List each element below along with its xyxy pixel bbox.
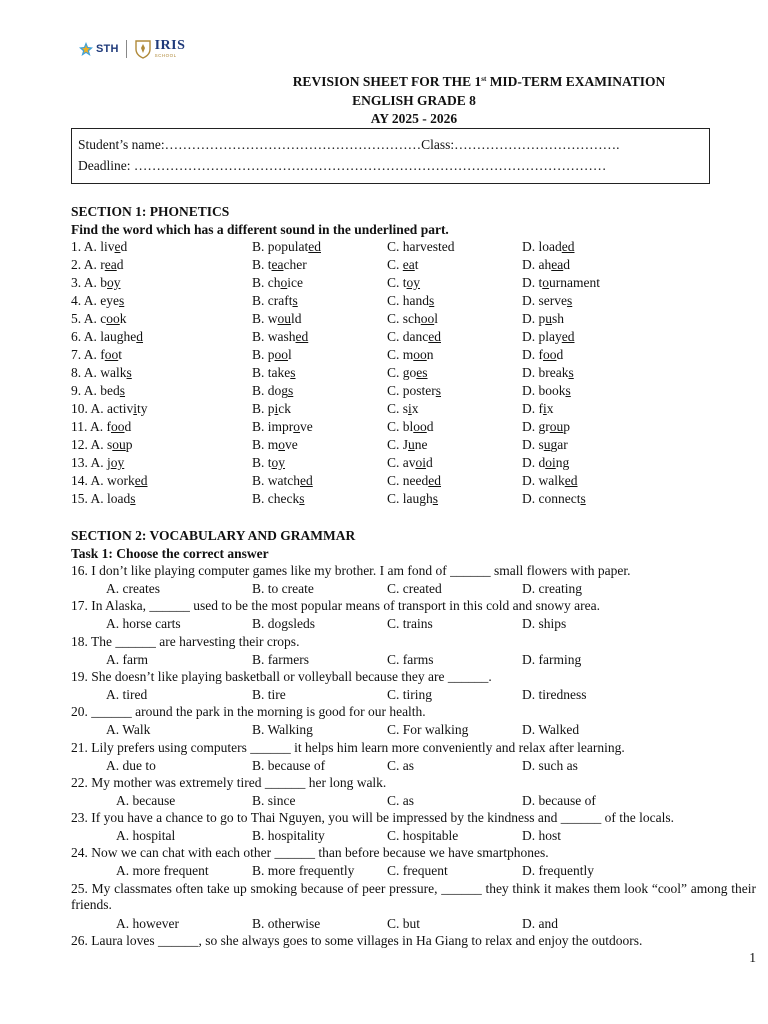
school-logo (78, 38, 185, 60)
option-d: D. books (522, 383, 571, 398)
answer-option-b: B. dogsleds (252, 616, 316, 632)
answer-option-c: C. as (387, 792, 414, 808)
section1-instruction: Find the word which has a different sound in the underlined part. (71, 222, 449, 237)
task1-heading: Task 1: Choose the correct answer (71, 546, 269, 561)
answer-option-a: A. because (116, 792, 176, 808)
student-info-box (71, 128, 710, 184)
question-text: 24. Now we can chat with each other ______ than before because we have smartphones. (71, 845, 549, 861)
answer-option-a: A. creates (106, 581, 160, 596)
option-c: C. blood (387, 419, 434, 434)
answer-option-d: D. tiredness (522, 686, 587, 702)
logo-divider (126, 40, 127, 58)
option-a: 9. A. beds (71, 383, 126, 398)
answer-option-d: D. such as (522, 757, 578, 773)
phonetics-question (71, 419, 761, 437)
answer-option-d: D. because of (522, 792, 596, 808)
iris-wordmark (155, 39, 186, 59)
answer-option-a: A. farm (106, 651, 148, 667)
option-b: B. toy (252, 455, 286, 470)
option-d: D. ahead (522, 257, 570, 272)
answer-option-b: B. because of (252, 757, 326, 773)
question-text: 18. The ______ are harvesting their crops. (71, 633, 300, 649)
page-title: REVISION SHEET FOR THE 1st MID-TERM EXAMINATION (292, 74, 666, 89)
option-a: 11. A. food (71, 419, 132, 434)
option-d: D. group (522, 419, 570, 434)
answer-option-c: C. hospitable (387, 828, 459, 844)
phonetics-question (71, 437, 761, 455)
answer-option-a: A. horse carts (106, 616, 181, 632)
phonetics-question (71, 239, 761, 257)
option-b: B. pool (252, 347, 292, 362)
option-b: B. watched (252, 473, 313, 488)
deadline-line: Deadline: …………………………………………………………………………………………… (78, 158, 607, 173)
answer-option-c: C. farms (387, 651, 434, 667)
iris-logo-subtext: SCHOOL (154, 53, 177, 59)
student-name-line: Student’s name:…………………………………………………Class:………………………………. (78, 137, 620, 152)
answer-option-d: D. frequently (522, 863, 594, 879)
phonetics-question (71, 473, 761, 491)
answer-option-a: A. more frequent (116, 863, 209, 879)
option-d: D. walked (522, 473, 578, 488)
phonetics-question (71, 455, 761, 473)
answer-option-d: D. host (522, 828, 562, 844)
option-a: 13. A. joy (71, 455, 125, 470)
option-d: D. loaded (522, 239, 575, 254)
option-b: B. checks (252, 491, 305, 506)
answer-option-c: C. but (387, 915, 421, 931)
option-c: C. hands (387, 293, 435, 308)
question-text: 23. If you have a chance to go to Thai Nguyen, you will be impressed by the kindness and ______ of the locals. (71, 810, 674, 826)
option-b: B. improve (252, 419, 313, 434)
answer-option-a: A. tired (106, 686, 148, 702)
answer-option-c: C. For walking (387, 722, 469, 738)
answer-option-d: D. Walked (522, 722, 580, 738)
option-d: D. food (522, 347, 564, 362)
answer-option-a: A. Walk (106, 722, 151, 738)
answer-option-a: A. hospital (116, 828, 176, 844)
option-c: C. avoid (387, 455, 433, 470)
option-a: 8. A. walks (71, 365, 132, 380)
option-d: D. breaks (522, 365, 574, 380)
phonetics-list (71, 239, 761, 509)
answer-option-b: B. farmers (252, 651, 309, 667)
answer-option-b: B. hospitality (252, 828, 325, 844)
option-a: 3. A. boy (71, 275, 121, 290)
answer-option-d: D. farming (522, 651, 582, 667)
option-a: 6. A. laughed (71, 329, 143, 344)
option-b: B. crafts (252, 293, 298, 308)
question-text: 25. My classmates often take up smoking because of peer pressure, ______ they think it makes them look “cool” among their friends. (71, 880, 756, 912)
phonetics-question (71, 293, 761, 311)
answer-option-a: A. due to (106, 757, 156, 773)
answer-option-b: B. otherwise (252, 915, 321, 931)
answer-option-b: B. since (252, 792, 296, 808)
page-number: 1 (749, 950, 756, 965)
option-d: D. fix (522, 401, 554, 416)
question-text: 20. ______ around the park in the morning is good for our health. (71, 704, 426, 720)
phonetics-question (71, 329, 761, 347)
iris-logo-text: IRIS (154, 38, 186, 54)
phonetics-question (71, 383, 761, 401)
question-text: 16. I don’t like playing computer games like my brother. I am fond of ______ small flowers with paper. (71, 563, 631, 578)
answer-option-c: C. as (387, 757, 414, 773)
answer-option-b: B. to create (252, 581, 314, 596)
answer-option-d: D. creating (522, 581, 582, 596)
academic-year: AY 2025 - 2026 (370, 111, 458, 126)
option-a: 12. A. soup (71, 437, 133, 452)
option-d: D. sugar (522, 437, 568, 452)
option-a: 1. A. lived (71, 239, 128, 254)
option-b: B. pick (252, 401, 292, 416)
sth-logo-text: STH (96, 43, 119, 55)
question-text: 22. My mother was extremely tired ______ her long walk. (71, 774, 387, 790)
answer-option-b: B. tire (252, 686, 286, 702)
option-b: B. choice (252, 275, 303, 290)
phonetics-question (71, 401, 761, 419)
iris-crest-icon (134, 39, 152, 59)
phonetics-question (71, 491, 761, 509)
option-c: C. posters (387, 383, 442, 398)
option-c: C. harvested (387, 239, 455, 254)
question-text: 21. Lily prefers using computers ______ it helps him learn more conveniently and relax after learning. (71, 739, 625, 755)
option-c: C. moon (387, 347, 434, 362)
option-c: C. toy (387, 275, 421, 290)
question-text: 17. In Alaska, ______ used to be the most popular means of transport in this cold and snowy area. (71, 598, 601, 614)
phonetics-question (71, 347, 761, 365)
option-b: B. populated (252, 239, 321, 254)
question-text: 19. She doesn’t like playing basketball or volleyball because they are ______. (71, 668, 492, 684)
phonetics-question (71, 257, 761, 275)
phonetics-question (71, 311, 761, 329)
section1-heading: SECTION 1: PHONETICS (71, 204, 230, 219)
option-b: B. takes (252, 365, 296, 380)
option-b: B. teacher (252, 257, 307, 272)
option-b: B. move (252, 437, 298, 452)
option-a: 2. A. read (71, 257, 124, 272)
option-d: D. tournament (522, 275, 600, 290)
option-a: 15. A. loads (71, 491, 136, 506)
answer-option-b: B. more frequently (252, 863, 355, 879)
option-a: 5. A. cook (71, 311, 127, 326)
answer-option-a: A. however (116, 915, 179, 931)
option-d: D. serves (522, 293, 573, 308)
option-b: B. dogs (252, 383, 294, 398)
option-c: C. June (387, 437, 428, 452)
answer-option-c: C. trains (387, 616, 433, 632)
question-text: 26. Laura loves ______, so she always goes to some villages in Ha Giang to relax and enjoy the outdoors. (71, 933, 643, 948)
option-c: C. goes (387, 365, 428, 380)
option-a: 14. A. worked (71, 473, 148, 488)
phonetics-question (71, 365, 761, 383)
option-c: C. needed (387, 473, 441, 488)
answer-option-d: D. and (522, 915, 558, 931)
option-c: C. eat (387, 257, 419, 272)
option-d: D. push (522, 311, 565, 326)
option-a: 4. A. eyes (71, 293, 125, 308)
option-d: D. doing (522, 455, 570, 470)
option-c: C. danced (387, 329, 441, 344)
option-c: C. six (387, 401, 419, 416)
answer-option-c: C. created (387, 581, 442, 596)
option-b: B. washed (252, 329, 309, 344)
option-d: D. connects (522, 491, 586, 506)
page-subtitle: ENGLISH GRADE 8 (352, 93, 476, 108)
phonetics-question (71, 275, 761, 293)
option-c: C. laughs (387, 491, 439, 506)
section2-heading: SECTION 2: VOCABULARY AND GRAMMAR (71, 528, 356, 543)
answer-option-b: B. Walking (252, 722, 313, 738)
option-a: 7. A. foot (71, 347, 123, 362)
option-d: D. played (522, 329, 575, 344)
option-b: B. would (252, 311, 302, 326)
answer-option-d: D. ships (522, 616, 567, 632)
answer-option-c: C. tiring (387, 686, 433, 702)
answer-option-c: C. frequent (387, 863, 448, 879)
sth-star-icon (78, 41, 94, 57)
option-c: C. school (387, 311, 439, 326)
option-a: 10. A. activity (71, 401, 148, 416)
